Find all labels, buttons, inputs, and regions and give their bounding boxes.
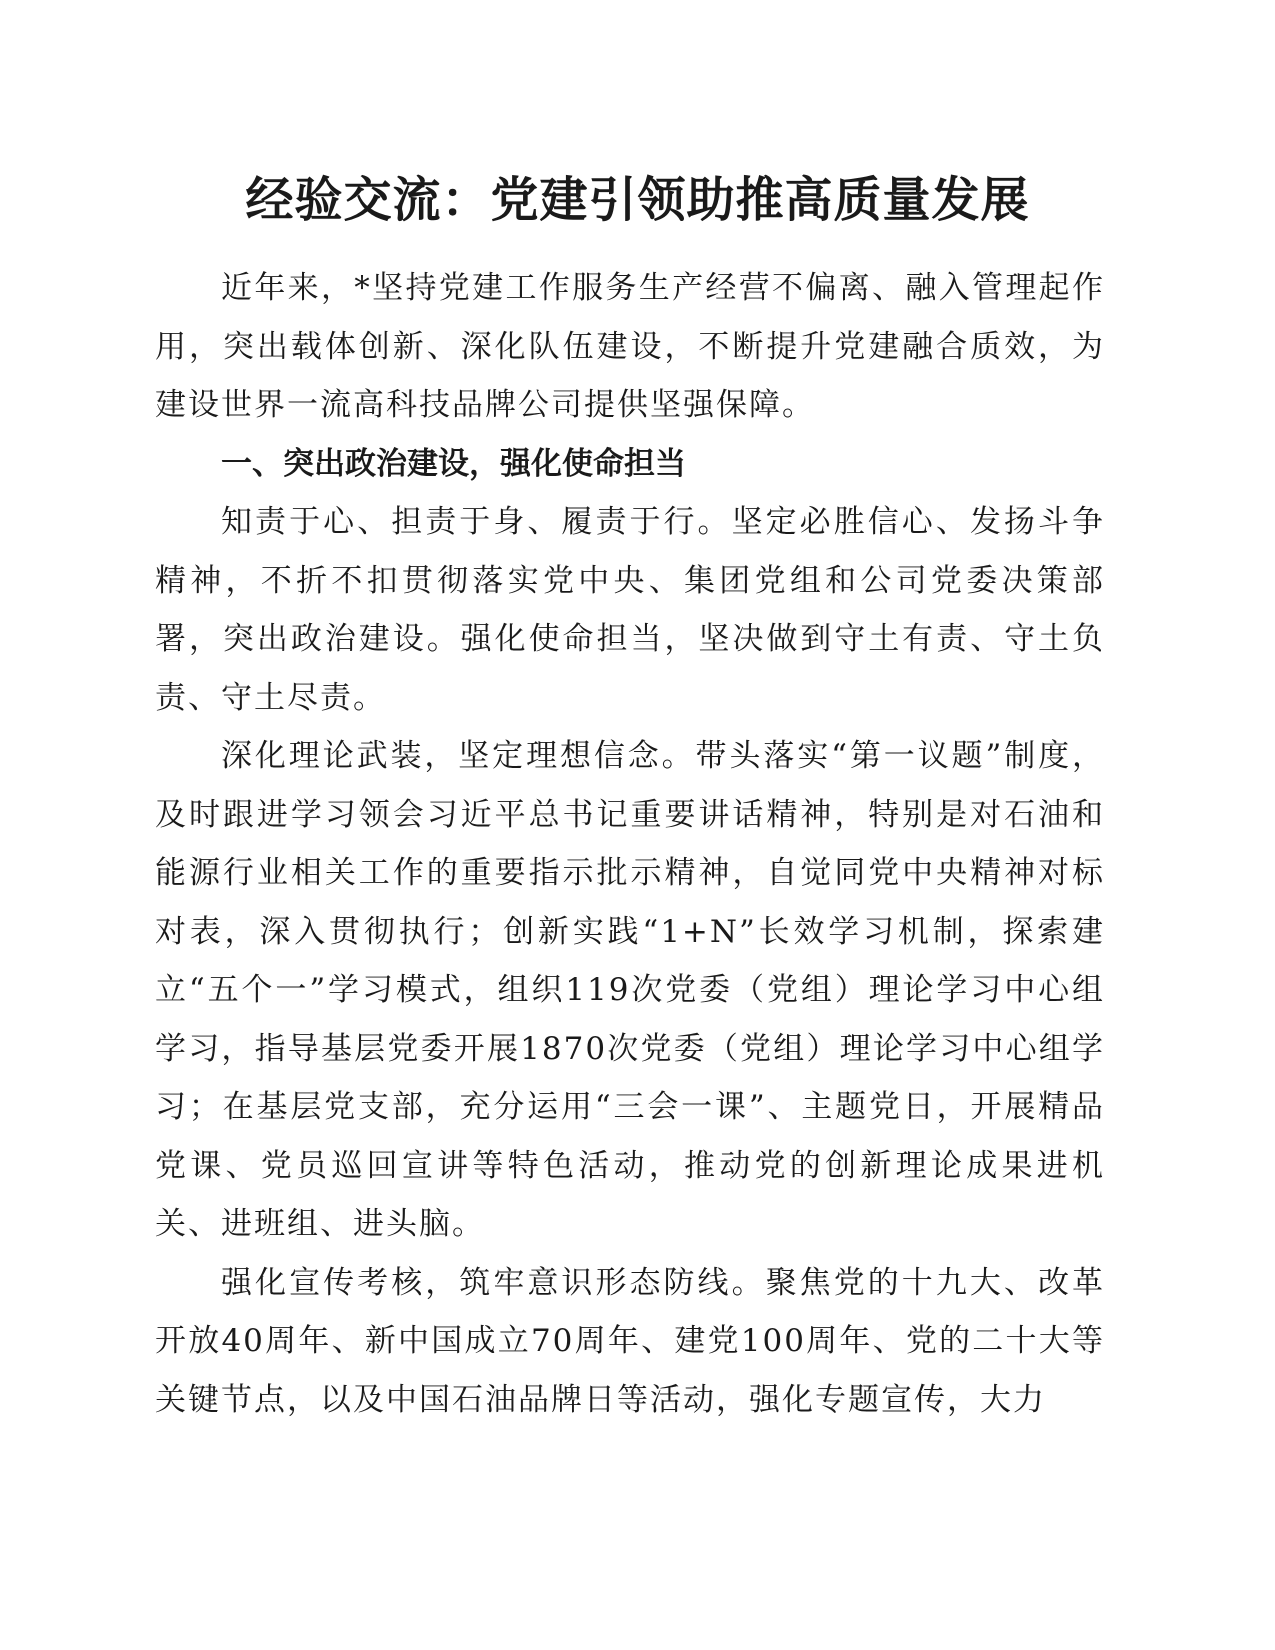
intro-paragraph: 近年来，*坚持党建工作服务生产经营不偏离、融入管理起作用，突出载体创新、深化队伍建设，不断提升党建融合质效，为建设世界一流高科技品牌公司提供坚强保障。 — [155, 270, 1105, 423]
body-paragraph: 强化宣传考核，筑牢意识形态防线。聚焦党的十九大、改革开放40周年、新中国成立70周年、建党100周年、党的二十大等关键节点，以及中国石油品牌日等活动，强化专题宣传，大力 — [155, 1264, 1105, 1418]
body-paragraph: 知责于心、担责于身、履责于行。坚定必胜信心、发扬斗争精神，不折不扣贯彻落实党中央、集团党组和公司党委决策部署，突出政治建设。强化使命担当，坚决做到守土有责、守土负责、守土尽责。 — [155, 504, 1105, 716]
body-paragraph: 深化理论武装，坚定理想信念。带头落实“第一议题”制度，及时跟进学习领会习近平总书记重要讲话精神，特别是对石油和能源行业相关工作的重要指示批示精神，自觉同党中央精神对标对表，深入贯彻执行；创新实践“1+N”长效学习机制，探索建立“五个一”学习模式，组织119次党委（党组）理论学习中心组学习，指导基层党委开展1870次党委（党组）理论学习中心组学习；在基层党支部，充分运用“三会一课”、主题党日，开展精品党课、党员巡回宣讲等特色活动，推动党的创新理论成果进机关、进班组、进头脑。 — [155, 738, 1105, 1242]
document-title: 经验交流：党建引领助推高质量发展 — [245, 172, 1030, 228]
section-heading: 一、突出政治建设，强化使命担当 — [221, 445, 686, 482]
document-body — [155, 259, 1105, 1429]
